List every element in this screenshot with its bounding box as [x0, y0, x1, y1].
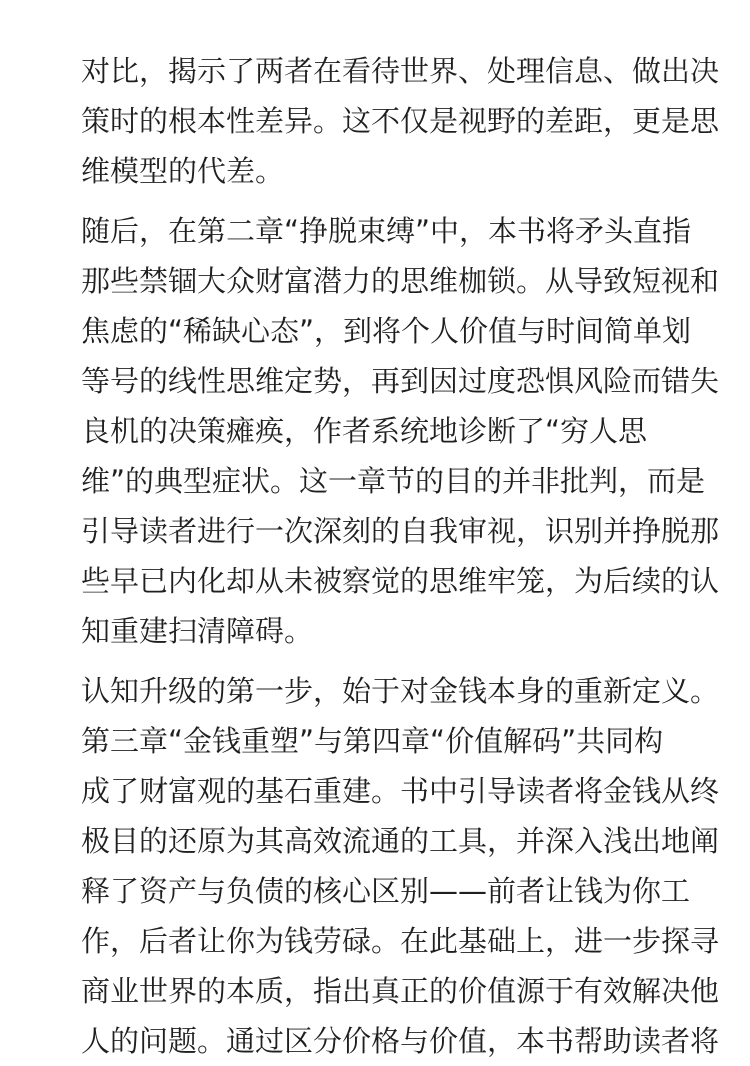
text-line: 知重建扫清障碍。: [81, 614, 314, 648]
text-line: 第三章“金钱重塑”与第四章“价值解码”共同构: [81, 724, 664, 758]
text-line: 作，后者让你为钱劳碌。在此基础上，进一步探寻: [81, 924, 720, 958]
text-line: 那些禁锢大众财富潜力的思维枷锁。从导致短视和: [81, 264, 720, 298]
text-line: 认知升级的第一步，始于对金钱本身的重新定义。: [81, 674, 720, 708]
paragraph-gap: [81, 656, 681, 666]
text-line: 良机的决策瘫痪，作者系统地诊断了“穷人思: [81, 414, 648, 448]
text-line: 等号的线性思维定势，再到因过度恐惧风险而错失: [81, 364, 720, 398]
text-line: 随后，在第二章“挣脱束缚”中，本书将矛头直指: [81, 214, 692, 248]
body-text: [81, 46, 720, 1066]
text-line: 成了财富观的基石重建。书中引导读者将金钱从终: [81, 774, 720, 808]
text-line: 焦虑的“稀缺心态”，到将个人价值与时间简单划: [81, 314, 692, 348]
text-line: 对比，揭示了两者在看待世界、处理信息、做出决: [81, 54, 720, 88]
text-line: 释了资产与负债的核心区别——前者让钱为你工: [81, 874, 691, 908]
text-line: 极目的还原为其高效流通的工具，并深入浅出地阐: [81, 824, 720, 858]
paragraph-1: [81, 46, 720, 196]
text-line: 些早已内化却从未被察觉的思维牢笼，为后续的认: [81, 564, 720, 598]
text-line: 策时的根本性差异。这不仅是视野的差距，更是思: [81, 104, 720, 138]
paragraph-2: [81, 206, 720, 656]
text-line: 引导读者进行一次深刻的自我审视，识别并挣脱那: [81, 514, 720, 548]
text-line: 维模型的代差。: [81, 154, 285, 188]
text-line: 维”的典型症状。这一章节的目的并非批判，而是: [81, 464, 706, 498]
text-line: 商业世界的本质，指出真正的价值源于有效解决他: [81, 974, 720, 1008]
text-line: 人的问题。通过区分价格与价值，本书帮助读者将: [81, 1024, 720, 1058]
paragraph-3: [81, 666, 720, 1066]
paragraph-gap: [81, 196, 681, 206]
